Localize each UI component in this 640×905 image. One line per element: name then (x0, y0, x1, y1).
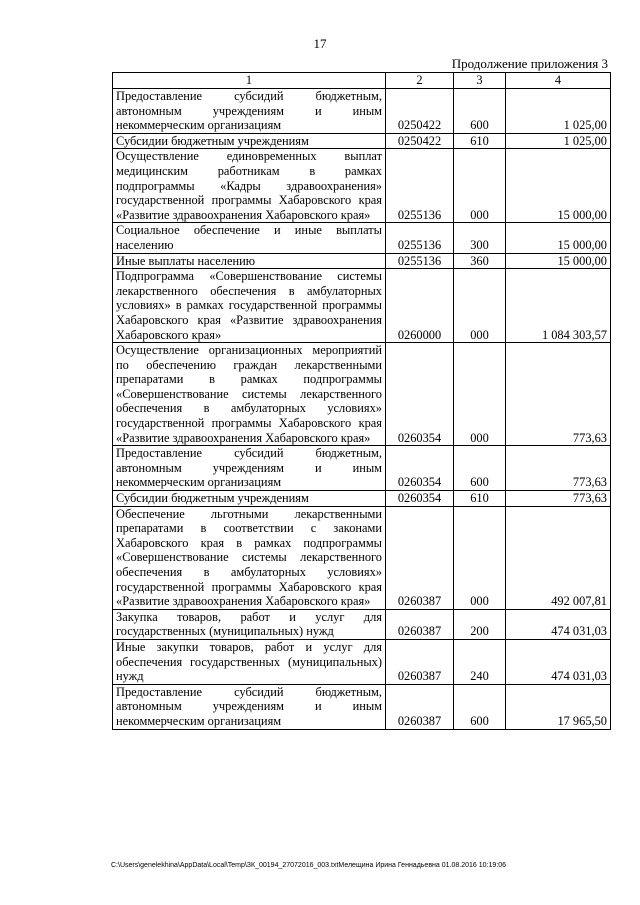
row-code: 0255136 (386, 253, 454, 269)
row-amount: 1 025,00 (506, 89, 611, 134)
row-kind: 600 (454, 684, 506, 729)
row-name: Социальное обеспечение и иные выплаты населению (113, 223, 386, 253)
row-amount: 15 000,00 (506, 253, 611, 269)
row-name: Обеспечение льготными лекарственными препаратами в соответствии с законами Хабаровского края в рамках подпрограммы «Совершенствование системы лекарственного обеспечения в амбулаторных условиях» государственной программы Хабаровского края «Развитие здравоохранения Хабаровского края» (113, 506, 386, 609)
row-code: 0250422 (386, 89, 454, 134)
table-row (113, 343, 611, 446)
row-amount: 773,63 (506, 491, 611, 507)
row-code: 0260387 (386, 639, 454, 684)
row-kind: 610 (454, 491, 506, 507)
row-code: 0250422 (386, 133, 454, 149)
table-row (113, 506, 611, 609)
page-number: 17 (313, 36, 327, 51)
table-row (113, 253, 611, 269)
budget-table (112, 72, 611, 730)
row-code: 0260000 (386, 269, 454, 343)
row-code: 0255136 (386, 149, 454, 223)
row-kind: 000 (454, 506, 506, 609)
row-name: Подпрограмма «Совершенствование системы лекарственного обеспечения в амбулаторных условиях» в рамках государственной программы Хабаровского края «Развитие здравоохранения Хабаровского края» (113, 269, 386, 343)
row-kind: 610 (454, 133, 506, 149)
row-name: Субсидии бюджетным учреждениям (113, 133, 386, 149)
row-code: 0260354 (386, 343, 454, 446)
header-col-4: 4 (506, 73, 611, 89)
row-amount: 1 084 303,57 (506, 269, 611, 343)
row-code: 0260387 (386, 684, 454, 729)
row-code: 0260354 (386, 491, 454, 507)
header-col-3: 3 (454, 73, 506, 89)
footer-file-path: C:\Users\genelekhina\AppData\Local\Temp\ЗК_00194_27072016_003.txtМелещина Ирина Геннадьевна 01.08.2016 10:19:06 (111, 862, 506, 869)
row-kind: 600 (454, 446, 506, 491)
row-kind: 360 (454, 253, 506, 269)
table-row (113, 269, 611, 343)
table-row (113, 639, 611, 684)
row-code: 0260387 (386, 506, 454, 609)
row-name: Предоставление субсидий бюджетным, автономным учреждениям и иным некоммерческим организациям (113, 89, 386, 134)
row-name: Предоставление субсидий бюджетным, автономным учреждениям и иным некоммерческим организациям (113, 684, 386, 729)
row-amount: 773,63 (506, 446, 611, 491)
row-kind: 000 (454, 149, 506, 223)
row-name: Закупка товаров, работ и услуг для государственных (муниципальных) нужд (113, 609, 386, 639)
table-row (113, 149, 611, 223)
row-amount: 15 000,00 (506, 223, 611, 253)
header-col-2: 2 (386, 73, 454, 89)
row-kind: 240 (454, 639, 506, 684)
table-row (113, 446, 611, 491)
table-row (113, 609, 611, 639)
row-kind: 300 (454, 223, 506, 253)
row-kind: 200 (454, 609, 506, 639)
table-row (113, 133, 611, 149)
row-name: Иные выплаты населению (113, 253, 386, 269)
row-amount: 1 025,00 (506, 133, 611, 149)
table-row (113, 684, 611, 729)
row-kind: 000 (454, 343, 506, 446)
row-code: 0260387 (386, 609, 454, 639)
table-row (113, 223, 611, 253)
row-amount: 474 031,03 (506, 639, 611, 684)
row-name: Иные закупки товаров, работ и услуг для обеспечения государственных (муниципальных) нужд (113, 639, 386, 684)
row-name: Субсидии бюджетным учреждениям (113, 491, 386, 507)
row-amount: 492 007,81 (506, 506, 611, 609)
row-amount: 474 031,03 (506, 609, 611, 639)
row-name: Осуществление единовременных выплат медицинским работникам в рамках подпрограммы «Кадры здравоохранения» государственной программы Хабаровского края «Развитие здравоохранения Хабаровского края» (113, 149, 386, 223)
row-name: Предоставление субсидий бюджетным, автономным учреждениям и иным некоммерческим организациям (113, 446, 386, 491)
row-amount: 17 965,50 (506, 684, 611, 729)
row-code: 0260354 (386, 446, 454, 491)
row-amount: 15 000,00 (506, 149, 611, 223)
continuation-note: Продолжение приложения 3 (451, 56, 608, 71)
table-row (113, 89, 611, 134)
row-amount: 773,63 (506, 343, 611, 446)
table-header-row (113, 73, 611, 89)
table-row (113, 491, 611, 507)
header-col-1: 1 (113, 73, 386, 89)
row-kind: 000 (454, 269, 506, 343)
row-name: Осуществление организационных мероприятий по обеспечению граждан лекарственными препаратами в рамках подпрограммы «Совершенствование системы лекарственного обеспечения в амбулаторных условиях» государственной программы Хабаровского края «Развитие здравоохранения Хабаровского края» (113, 343, 386, 446)
row-kind: 600 (454, 89, 506, 134)
row-code: 0255136 (386, 223, 454, 253)
